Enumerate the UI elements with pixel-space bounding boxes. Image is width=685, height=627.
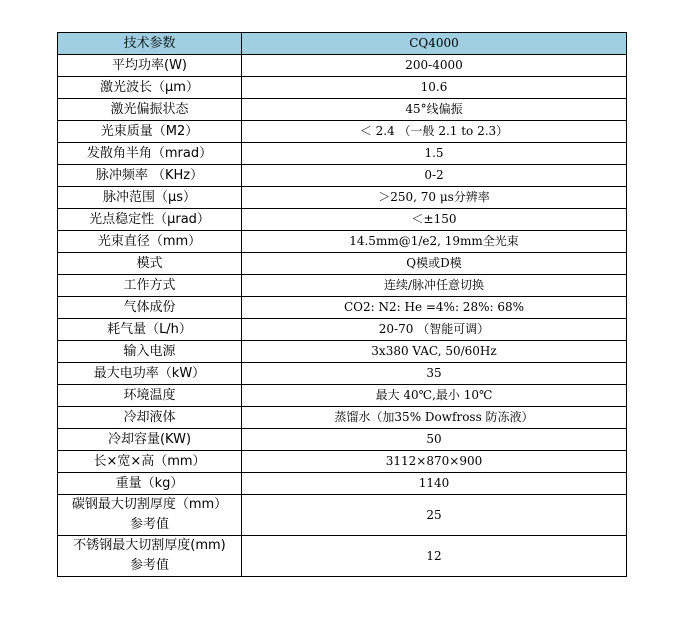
value-cell: 1.5 <box>242 143 627 165</box>
param-line-1: 碳钢最大切割厚度（mm） <box>71 497 228 512</box>
value-cell: 3112×870×900 <box>242 451 627 473</box>
table-row <box>58 536 627 577</box>
table-row <box>58 143 627 165</box>
value-cell: 14.5mm@1/e2, 19mm全光束 <box>242 231 627 253</box>
table-row <box>58 473 627 495</box>
param-cell: 脉冲频率 （KHz） <box>58 165 242 187</box>
value-cell: 12 <box>242 536 627 577</box>
table-row <box>58 407 627 429</box>
param-cell: 环境温度 <box>58 385 242 407</box>
value-cell: 20-70 （智能可调） <box>242 319 627 341</box>
value-cell: 蒸馏水（加35% Dowfross 防冻液） <box>242 407 627 429</box>
value-cell: 200-4000 <box>242 55 627 77</box>
table-row <box>58 253 627 275</box>
param-cell: 最大电功率（kW） <box>58 363 242 385</box>
value-cell: 45°线偏振 <box>242 99 627 121</box>
param-cell: 模式 <box>58 253 242 275</box>
header-model-cell: CQ4000 <box>242 33 627 55</box>
param-cell: 激光波长（μm） <box>58 77 242 99</box>
table-header-row <box>58 33 627 55</box>
table-row <box>58 297 627 319</box>
param-cell: 光束质量（M2） <box>58 121 242 143</box>
value-cell: 3x380 VAC, 50/60Hz <box>242 341 627 363</box>
param-cell: 输入电源 <box>58 341 242 363</box>
table-row <box>58 275 627 297</box>
table-row <box>58 121 627 143</box>
param-cell: 工作方式 <box>58 275 242 297</box>
param-cell: 平均功率(W) <box>58 55 242 77</box>
value-cell: 25 <box>242 495 627 536</box>
header-param-cell: 技术参数 <box>58 33 242 55</box>
param-cell: 气体成份 <box>58 297 242 319</box>
spec-table <box>57 32 627 577</box>
table-row <box>58 55 627 77</box>
table-row <box>58 451 627 473</box>
value-cell: CO2: N2: He =4%: 28%: 68% <box>242 297 627 319</box>
table-row <box>58 231 627 253</box>
param-line-2: 参考值 <box>129 558 169 573</box>
value-cell: 10.6 <box>242 77 627 99</box>
value-cell: 35 <box>242 363 627 385</box>
table-row <box>58 187 627 209</box>
value-cell: 1140 <box>242 473 627 495</box>
table-row <box>58 77 627 99</box>
param-cell: 发散角半角（mrad） <box>58 143 242 165</box>
value-cell: ＜±150 <box>242 209 627 231</box>
param-cell: 激光偏振状态 <box>58 99 242 121</box>
table-row <box>58 209 627 231</box>
table-row <box>58 341 627 363</box>
table-row <box>58 165 627 187</box>
param-line-2: 参考值 <box>129 517 169 532</box>
table-row <box>58 319 627 341</box>
table-row <box>58 495 627 536</box>
value-cell: 最大 40℃,最小 10℃ <box>242 385 627 407</box>
param-cell: 光束直径（mm） <box>58 231 242 253</box>
param-cell: 光点稳定性（μrad） <box>58 209 242 231</box>
spec-table-body <box>58 33 627 577</box>
value-cell: 50 <box>242 429 627 451</box>
param-cell: 脉冲范围（μs） <box>58 187 242 209</box>
table-row <box>58 363 627 385</box>
param-cell: 冷却液体 <box>58 407 242 429</box>
table-row <box>58 429 627 451</box>
param-cell: 长×宽×高（mm） <box>58 451 242 473</box>
value-cell: ＜ 2.4 （一般 2.1 to 2.3） <box>242 121 627 143</box>
value-cell: Q模或D模 <box>242 253 627 275</box>
param-line-1: 不锈钢最大切割厚度(mm) <box>73 538 226 553</box>
param-cell: 耗气量（L/h） <box>58 319 242 341</box>
value-cell: ＞250, 70 μs分辨率 <box>242 187 627 209</box>
value-cell: 0-2 <box>242 165 627 187</box>
value-cell: 连续/脉冲任意切换 <box>242 275 627 297</box>
param-cell: 冷却容量(KW) <box>58 429 242 451</box>
param-cell: 重量（kg） <box>58 473 242 495</box>
table-row <box>58 99 627 121</box>
param-cell <box>58 536 242 577</box>
table-row <box>58 385 627 407</box>
param-cell <box>58 495 242 536</box>
